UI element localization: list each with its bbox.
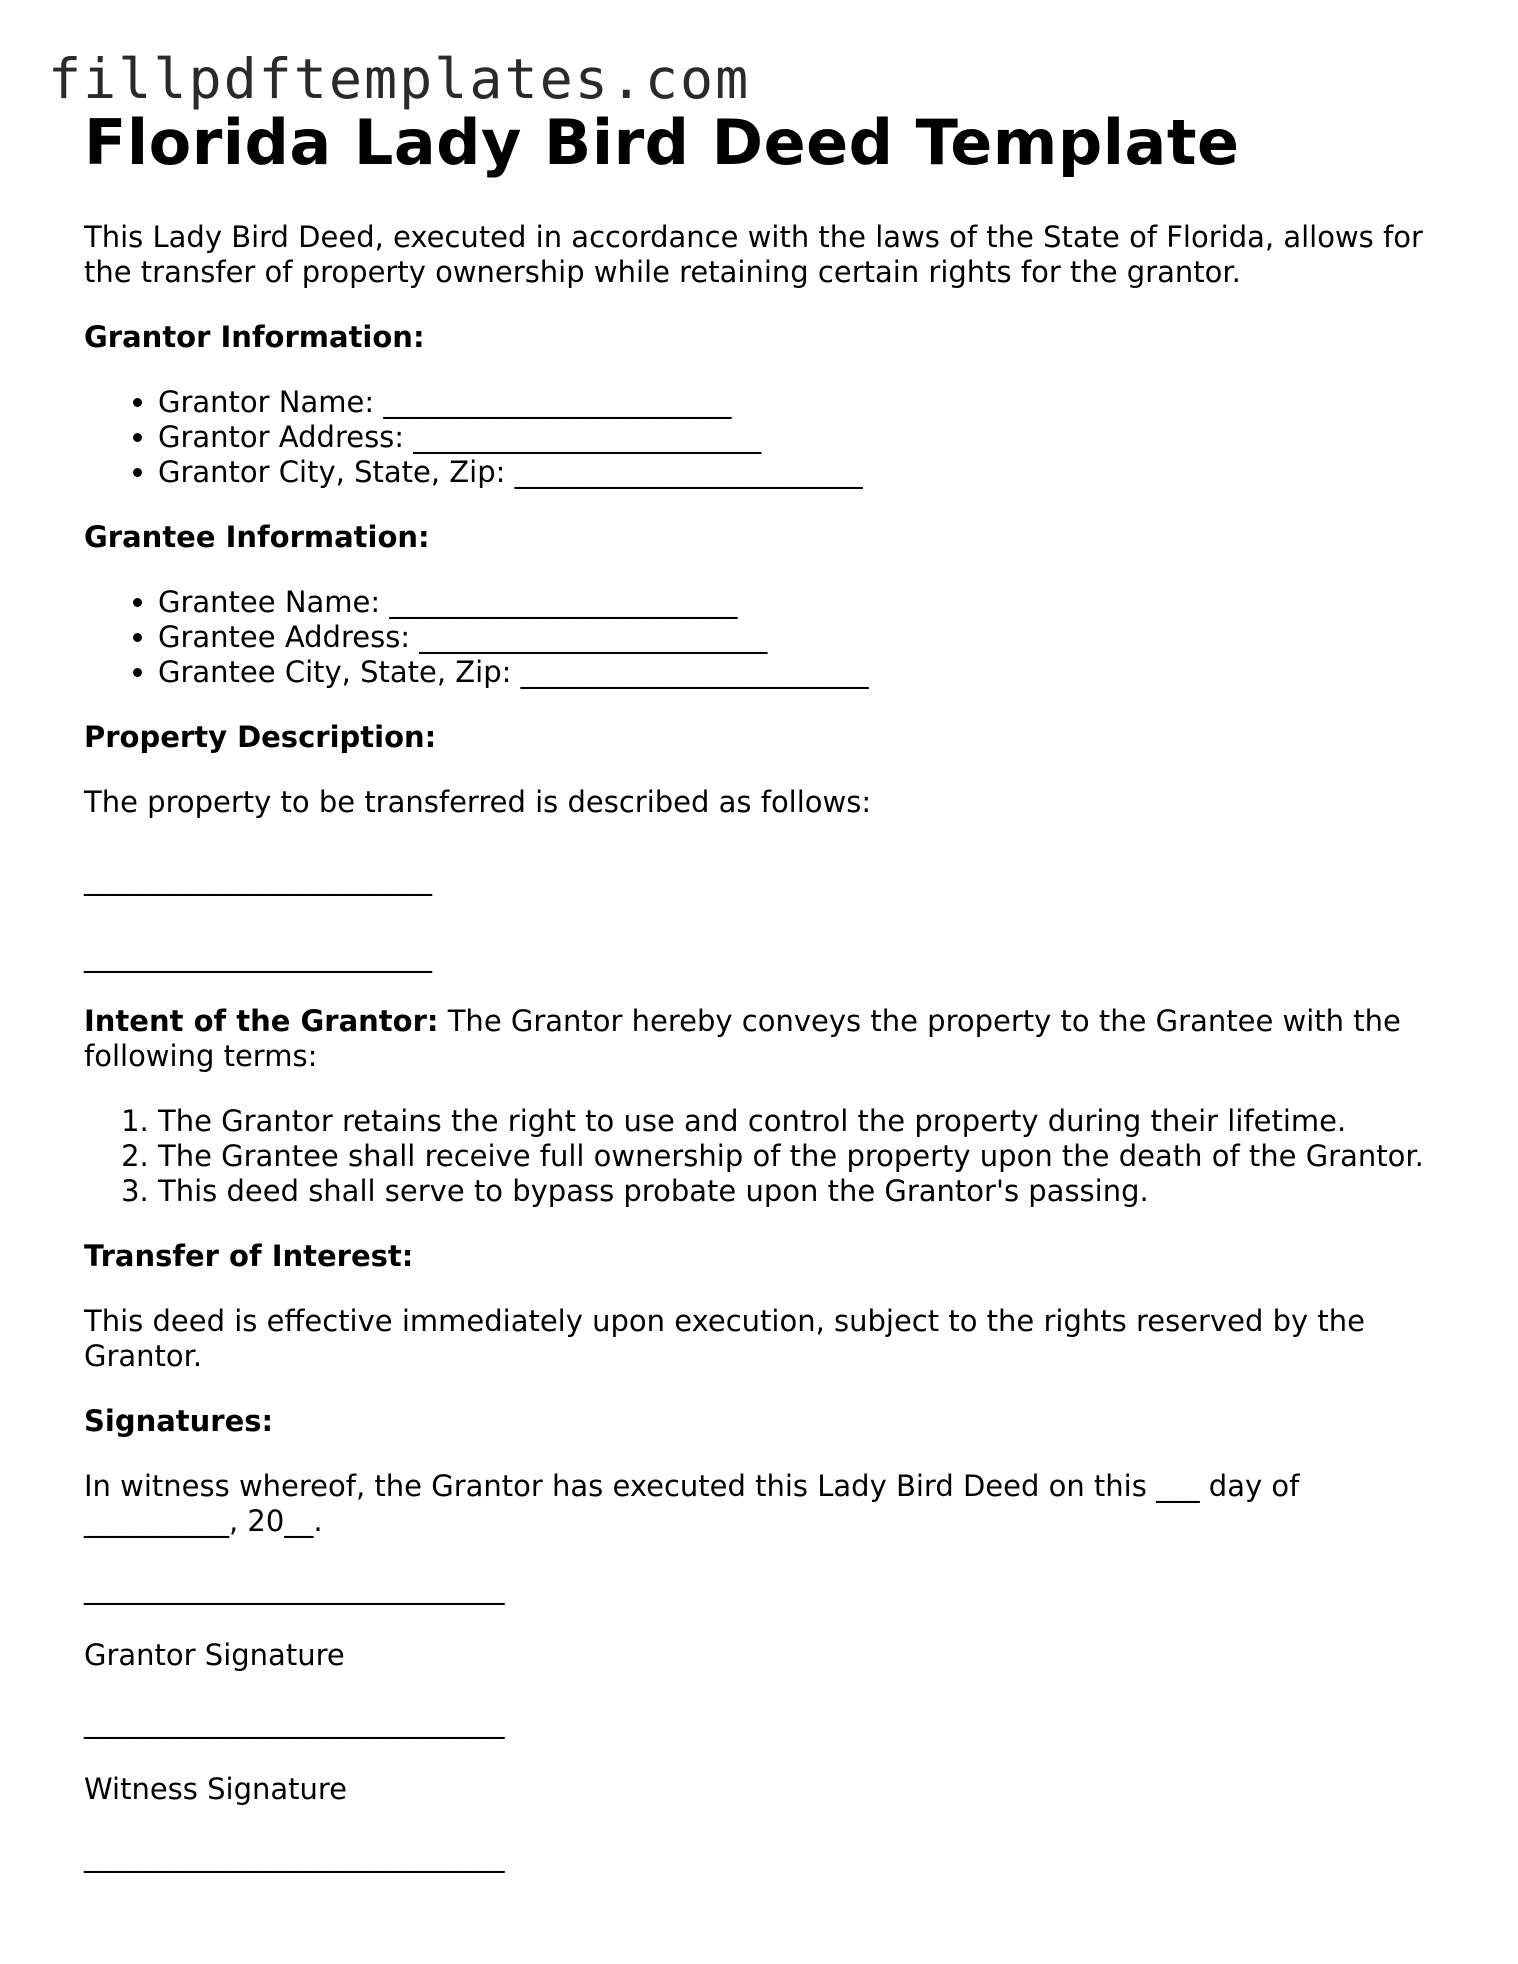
- property-blank-line: ________________________: [84, 939, 432, 973]
- property-blank-line: ________________________: [84, 862, 432, 896]
- intent-paragraph: [84, 1004, 1444, 1074]
- site-watermark: fillpdftemplates.com: [48, 47, 751, 111]
- extra-signature-line: _____________________________: [84, 1839, 505, 1873]
- intent-text: The Grantor hereby conveys the property to the Grantee with the following terms:: [84, 1004, 1401, 1073]
- property-heading: Property Description:: [84, 720, 437, 754]
- grantor-heading: Grantor Information:: [84, 320, 425, 354]
- grantee-address-field: • Grantee Address: ________________________: [158, 620, 1444, 655]
- deed-document: [84, 100, 1444, 1874]
- transfer-text: This deed is effective immediately upon execution, subject to the rights reserved by the Grantor.: [84, 1304, 1365, 1373]
- intent-term: 1. The Grantor retains the right to use and control the property during their lifetime.: [158, 1104, 1444, 1139]
- witness-signature-line: _____________________________: [84, 1705, 505, 1739]
- intent-term: 3. This deed shall serve to bypass probate upon the Grantor's passing.: [158, 1174, 1444, 1209]
- grantor-city-state-zip-field: • Grantor City, State, Zip: ________________________: [158, 455, 1444, 490]
- grantor-address-field: • Grantor Address: ________________________: [158, 420, 1444, 455]
- grantor-name-field: • Grantor Name: ________________________: [158, 385, 1444, 420]
- signatures-heading: Signatures:: [84, 1404, 274, 1438]
- grantor-field-list: [84, 385, 1444, 490]
- witness-signature-label: Witness Signature: [84, 1772, 348, 1806]
- grantor-signature-line: _____________________________: [84, 1571, 505, 1605]
- intro-paragraph: This Lady Bird Deed, executed in accordance with the laws of the State of Florida, allows for the transfer of property ownership while retaining certain rights for the grantor.: [84, 220, 1423, 289]
- transfer-heading: Transfer of Interest:: [84, 1239, 414, 1273]
- grantee-field-list: [84, 585, 1444, 690]
- intent-term: 2. The Grantee shall receive full ownership of the property upon the death of the Grantor.: [158, 1139, 1444, 1174]
- intent-label: Intent of the Grantor:: [84, 1004, 439, 1038]
- grantee-heading: Grantee Information:: [84, 520, 430, 554]
- document-title: Florida Lady Bird Deed Template: [84, 106, 1240, 179]
- intent-terms-list: [84, 1104, 1444, 1209]
- grantee-city-state-zip-field: • Grantee City, State, Zip: ________________________: [158, 655, 1444, 690]
- grantee-name-field: • Grantee Name: ________________________: [158, 585, 1444, 620]
- witness-statement: In witness whereof, the Grantor has executed this Lady Bird Deed on this ___ day of __________, 20__.: [84, 1469, 1300, 1538]
- property-description-text: The property to be transferred is described as follows:: [84, 785, 872, 819]
- grantor-signature-label: Grantor Signature: [84, 1638, 345, 1672]
